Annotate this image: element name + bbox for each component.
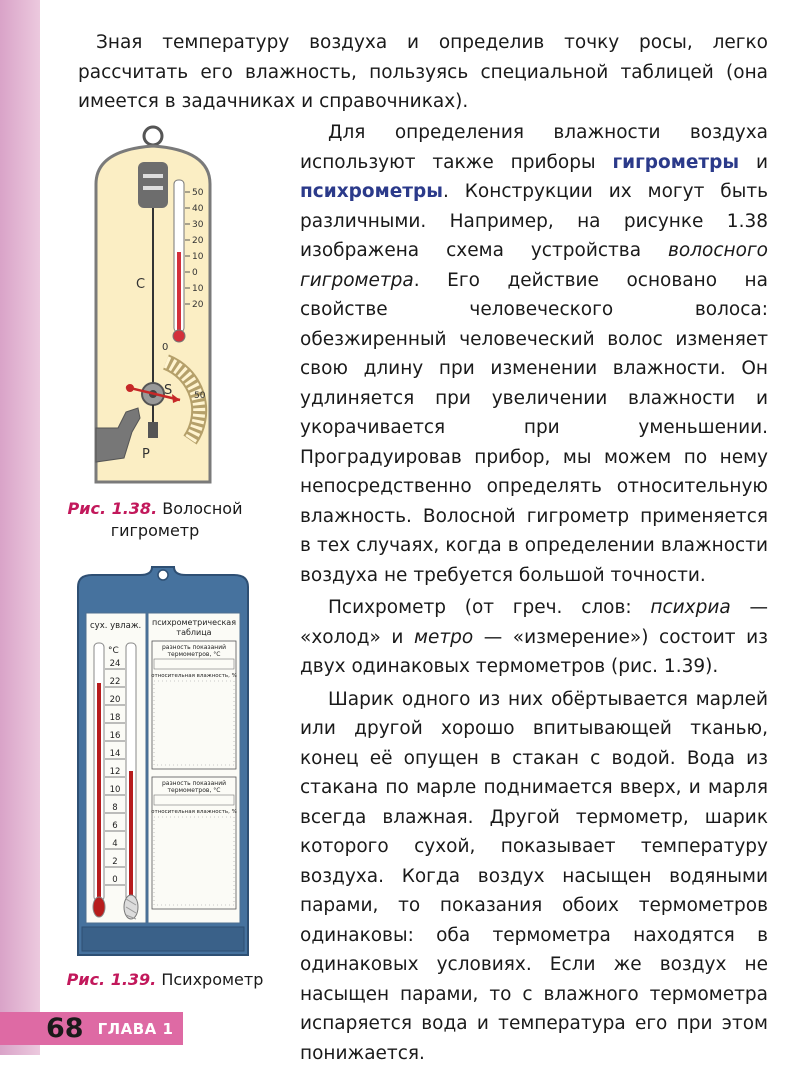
tick-20: 20 bbox=[192, 236, 204, 246]
tick-30: 30 bbox=[192, 220, 204, 230]
scale-22: 22 bbox=[110, 677, 121, 687]
tick-minus-20: 20 bbox=[192, 300, 204, 310]
page-number: 68 bbox=[46, 1013, 84, 1044]
para2-part-b: — «холод» и bbox=[300, 597, 768, 648]
unit-celsius: °C bbox=[108, 646, 119, 656]
caption-1-39-text: Психрометр bbox=[161, 970, 263, 989]
page-side-band bbox=[0, 0, 40, 1055]
para1-part-b: и bbox=[739, 152, 768, 173]
psychrometer-illustration bbox=[72, 565, 254, 965]
table2-subheader: относительная влажность, % bbox=[151, 809, 237, 815]
scale-12: 12 bbox=[110, 767, 121, 777]
scale-16: 16 bbox=[110, 731, 121, 741]
term-hair-hygrometer: волосного гигрометра bbox=[300, 240, 768, 291]
para1-part-c: . Конструкции их могут быть различными. Например, на рисунке 1.38 изображена схема устройства bbox=[300, 181, 768, 261]
intro-text: Зная температуру воздуха и определив точку росы, легко рассчитать его влажность, пользуясь специальной таблицей (она имеется в задачниках и справочниках). bbox=[78, 28, 768, 117]
scale-18: 18 bbox=[110, 713, 121, 723]
figure-hair-hygrometer bbox=[78, 122, 228, 494]
tick-minus-10: 10 bbox=[192, 284, 204, 294]
scale-fifty: 50 bbox=[194, 391, 206, 401]
table-title-2: таблица bbox=[176, 628, 211, 637]
table1-subheader: относительная влажность, % bbox=[151, 673, 237, 679]
scale-24: 24 bbox=[110, 659, 121, 669]
caption-figure-1-38 bbox=[55, 498, 255, 542]
word-psychria: психриа bbox=[650, 597, 730, 618]
caption-1-38-label: Рис. 1.38. bbox=[68, 499, 158, 518]
paragraph-hygrometer bbox=[300, 118, 768, 590]
main-text-column bbox=[300, 118, 768, 1068]
para1-part-a: Для определения влажности воздуха используют также приборы bbox=[300, 122, 768, 173]
page-footer bbox=[0, 1012, 183, 1045]
tick-40: 40 bbox=[192, 204, 204, 214]
table2-header-1: разность показаний bbox=[162, 780, 226, 787]
chapter-label: ГЛАВА 1 bbox=[98, 1020, 174, 1038]
label-s: S bbox=[164, 383, 172, 398]
paragraph-psychrometer bbox=[300, 593, 768, 682]
scale-20: 20 bbox=[110, 695, 121, 705]
word-metro: метро bbox=[414, 627, 473, 648]
label-dry-wet: сух. увлаж. bbox=[90, 621, 141, 631]
paragraph-wet-bulb: Шарик одного из них обёртывается марлей или другой хорошо впитывающей тканью, конец её опущен в стакан с водой. Вода из стакана по марле поднимается вверх, и марля всегда влажная. Другой термометр, шарик которого сухой, показывает температуру воздуха. Когда воздух насыщен водяными парами, то показания обоих термометров одинаковы: оба термометра находятся в одинаковых условиях. Если же воздух не насыщен парами, то с влажного термометра испаряется вода и температура его при этом понижается. bbox=[300, 685, 768, 1068]
para2-part-a: Психрометр (от греч. слов: bbox=[328, 597, 650, 618]
scale-2: 2 bbox=[112, 857, 117, 867]
para1-part-d: . Его действие основано на свойстве человеческого волоса: обезжиренный человеческий волос изменяет свою длину при изменении влажности. Он удлиняется при увеличении влажности и укорачивается при уменьшении. Проградуировав прибор, мы можем по нему непосредственно определять относительную влажность. Волосной гигрометр применяется в тех случаях, когда в определении влажности воздуха не требуется большой точности. bbox=[300, 270, 768, 586]
figure-psychrometer bbox=[72, 565, 254, 965]
intro-paragraph bbox=[78, 28, 768, 117]
table1-header-2: термометров, °C bbox=[168, 651, 221, 658]
hygrometer-illustration bbox=[78, 122, 228, 494]
scale-8: 8 bbox=[112, 803, 117, 813]
para2-part-c: — «измерение») состоит из двух одинаковых термометров (рис. 1.39). bbox=[300, 627, 768, 678]
table1-header-1: разность показаний bbox=[162, 644, 226, 651]
caption-figure-1-39 bbox=[55, 969, 275, 991]
table2-header-2: термометров, °C bbox=[168, 787, 221, 794]
label-p: P bbox=[142, 447, 150, 462]
scale-10: 10 bbox=[110, 785, 121, 795]
scale-0: 0 bbox=[112, 875, 117, 885]
term-psychrometers: психрометры bbox=[300, 181, 443, 202]
table-title-1: психрометрическая bbox=[152, 618, 236, 627]
term-hygrometers: гигрометры bbox=[612, 152, 739, 173]
scale-zero: 0 bbox=[162, 342, 168, 353]
tick-10: 10 bbox=[192, 252, 204, 262]
label-c: C bbox=[136, 277, 145, 292]
tick-0: 0 bbox=[192, 268, 198, 278]
scale-14: 14 bbox=[110, 749, 121, 759]
caption-1-39-label: Рис. 1.39. bbox=[67, 970, 157, 989]
caption-1-38-text: Волосной гигрометр bbox=[111, 499, 243, 540]
scale-4: 4 bbox=[112, 839, 117, 849]
scale-6: 6 bbox=[112, 821, 117, 831]
tick-50: 50 bbox=[192, 188, 204, 198]
